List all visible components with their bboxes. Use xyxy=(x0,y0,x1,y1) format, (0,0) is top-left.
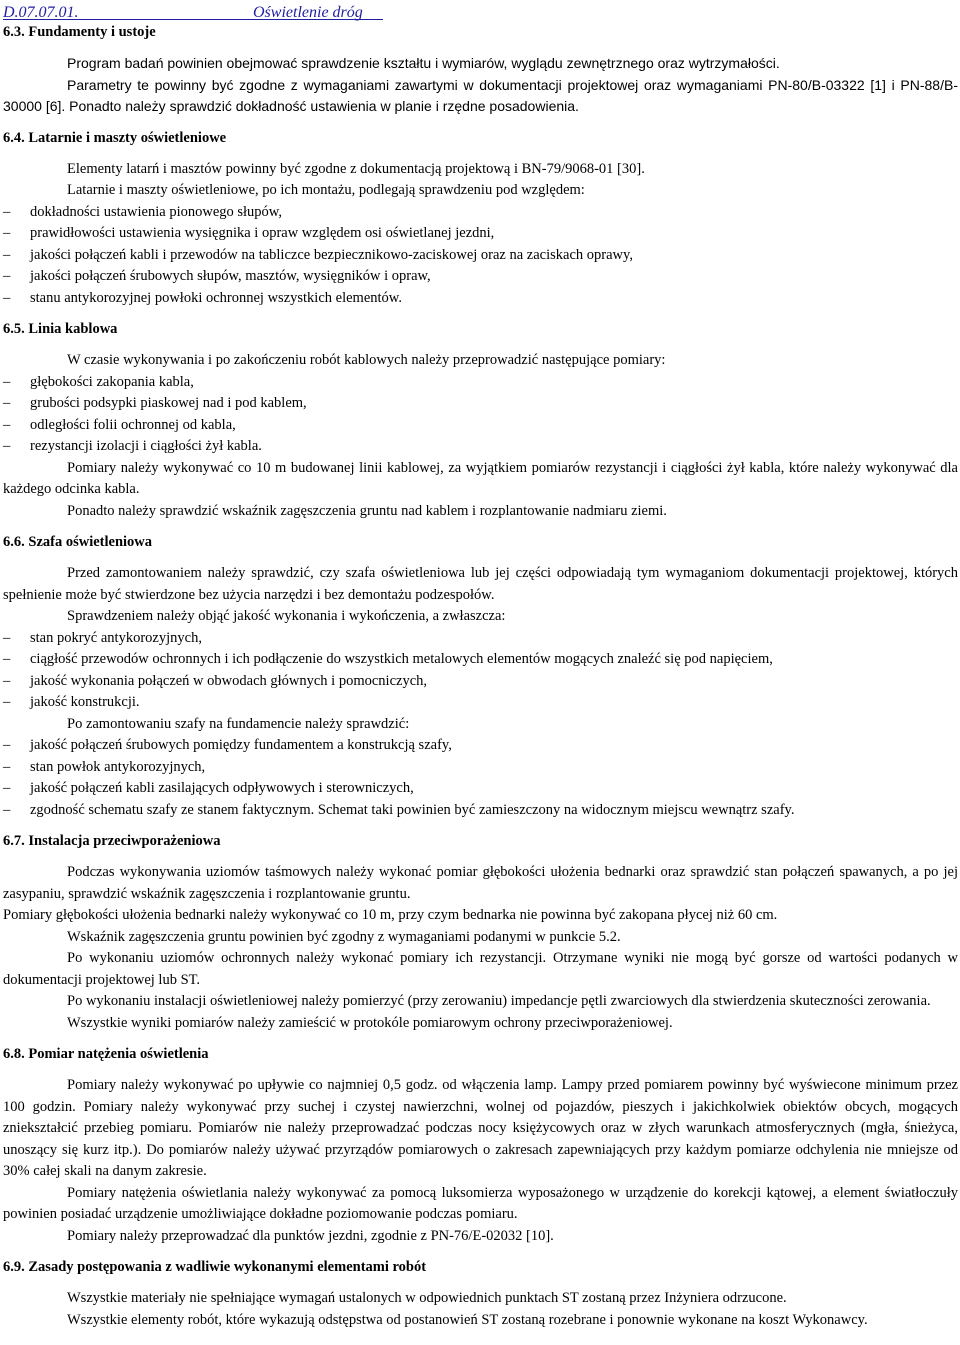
paragraph: Pomiary natężenia oświetlania należy wykonywać za pomocą luksomierza wyposażonego w urządzenie do korekcji kątowej, a element światłoczuły powinien posiadać urządzenie umożliwiające dokładne poziomowanie podczas pomiaru. xyxy=(3,1184,958,1222)
list-item: – stanu antykorozyjnej powłoki ochronnej wszystkich elementów. xyxy=(3,288,958,310)
paragraph: Ponadto należy sprawdzić wskaźnik zagęszczenia gruntu nad kablem i rozplantowanie nadmiaru ziemi. xyxy=(67,502,667,519)
paragraph: Pomiary należy przeprowadzać dla punktów jezdni, zgodnie z PN-76/E-02032 [10]. xyxy=(67,1227,554,1244)
paragraph: Pomiary głębokości ułożenia bednarki należy wykonywać co 10 m, przy czym bednarka nie powinna być zakopana płycej niż 60 cm. xyxy=(3,907,778,923)
section-heading-6-3: 6.3. Fundamenty i ustoje xyxy=(3,24,156,40)
paragraph: Po wykonaniu uziomów ochronnych należy wykonać pomiary ich rezystancji. Otrzymane wyniki nie mogą być gorsze od wartości podanych w dokumentacji projektowej lub ST. xyxy=(3,950,958,988)
section-heading-6-7: 6.7. Instalacja przeciwporażeniowa xyxy=(3,833,221,849)
header-rule xyxy=(3,19,383,20)
paragraph: Wszystkie elementy robót, które wykazują odstępstwa od postanowień ST zostaną rozebrane i ponownie wykonane na koszt Wykonawcy. xyxy=(67,1311,868,1328)
list-item: – jakość połączeń śrubowych pomiędzy fundamentem a konstrukcją szafy, xyxy=(3,735,958,757)
list-item: – ciągłość przewodów ochronnych i ich podłączenie do wszystkich metalowych elementów mogących znaleźć się pod napięciem, xyxy=(3,649,958,671)
paragraph: Elementy latarń i masztów powinny być zgodne z dokumentacją projektową i BN-79/9068-01 [30]. xyxy=(67,160,645,177)
section-heading-6-8: 6.8. Pomiar natężenia oświetlenia xyxy=(3,1046,209,1062)
paragraph: Wszystkie wyniki pomiarów należy zamieścić w protokóle pomiarowym ochrony przeciwporażeniowej. xyxy=(67,1014,673,1031)
list-item: – zgodność schematu szafy ze stanem faktycznym. Schemat taki powinien być zamieszczony na widocznym miejscu wewnątrz szafy. xyxy=(3,800,958,822)
list-item: – jakości połączeń śrubowych słupów, masztów, wysięgników i opraw, xyxy=(3,266,958,288)
list-item: – rezystancji izolacji i ciągłości żył kabla. xyxy=(3,436,958,458)
paragraph: Sprawdzeniem należy objąć jakość wykonania i wykończenia, a zwłaszcza: xyxy=(67,608,506,624)
section-heading-6-9: 6.9. Zasady postępowania z wadliwie wykonanymi elementami robót xyxy=(3,1259,427,1275)
check-list xyxy=(3,735,958,821)
list-item: – stan powłok antykorozyjnych, xyxy=(3,757,958,779)
paragraph: Po zamontowaniu szafy na fundamencie należy sprawdzić: xyxy=(67,715,410,732)
list-item: – jakość wykonania połączeń w obwodach głównych i pomocniczych, xyxy=(3,671,958,693)
paragraph: Program badań powinien obejmować sprawdzenie kształtu i wymiarów, wyglądu zewnętrznego oraz wytrzymałości. xyxy=(67,55,780,71)
doc-code: D.07.07.01. xyxy=(3,4,79,21)
paragraph: Po wykonaniu instalacji oświetleniowej należy pomierzyć (przy zerowaniu) impedancje pętli zwarciowych dla stwierdzenia skuteczności zerowania. xyxy=(67,993,931,1009)
section-heading-6-5: 6.5. Linia kablowa xyxy=(3,321,118,337)
list-item: – jakość połączeń kabli zasilających odpływowych i sterowniczych, xyxy=(3,778,958,800)
list-item: – jakości połączeń kabli i przewodów na tabliczce bezpiecznikowo-zaciskowej oraz na zaciskach oprawy, xyxy=(3,245,958,267)
paragraph: Pomiary należy wykonywać po upływie co najmniej 0,5 godz. od włączenia lamp. Lampy przed pomiarem powinny być wyświecone minimum przez 100 godzin. Pomiary należy wykonywać przy suchej i czystej nawierzchni, wolnej od pojazdów, pieszych i jakichkolwiek obiektów obcych, mogących zniekształcić przebieg pomiaru. Pomiarów nie należy przeprowadzać podczas nocy księżycowych oraz w złych warunkach atmosferycznych (mgła, śnieżyca, unoszący się kurz itp.). Do pomiarów należy używać przyrządów pomiarowych o zakresach zapewniających przy każdym pomiarze odchylenia nie mniejsze od 30% całej skali na danym zakresie. xyxy=(3,1077,958,1179)
list-item: – głębokości zakopania kabla, xyxy=(3,372,958,394)
page-header xyxy=(3,0,958,22)
list-item: – prawidłowości ustawienia wysięgnika i opraw względem osi oświetlanej jezdni, xyxy=(3,223,958,245)
paragraph: Parametry te powinny być zgodne z wymaganiami zawartymi w dokumentacji projektowej oraz wymaganiami PN-80/B-03322 [1] i PN-88/B-30000 [6]. Ponadto należy sprawdzić dokładność ustawienia w planie i rzędne posadowienia. xyxy=(3,76,958,114)
document-page xyxy=(3,0,958,1331)
paragraph: Podczas wykonywania uziomów taśmowych należy wykonać pomiar głębokości ułożenia bednarki oraz sprawdzić stan połączeń spawanych, a po jej zasypaniu, sprawdzić wskaźnik zagęszczenia i rozplantowanie gruntu. xyxy=(3,864,958,902)
check-list xyxy=(3,628,958,714)
section-heading-6-4: 6.4. Latarnie i maszty oświetleniowe xyxy=(3,129,227,146)
paragraph: Przed zamontowaniem należy sprawdzić, czy szafa oświetleniowa lub jej części odpowiadają tym wymaganiom dokumentacji projektowej, których spełnienie może być stwierdzone bez użycia narzędzi i bez demontażu podzespołów. xyxy=(3,565,958,603)
list-item: – dokładności ustawienia pionowego słupów, xyxy=(3,202,958,224)
section-heading-6-6: 6.6. Szafa oświetleniowa xyxy=(3,534,153,550)
list-item: – stan pokryć antykorozyjnych, xyxy=(3,628,958,650)
list-item: – odległości folii ochronnej od kabla, xyxy=(3,415,958,437)
measurement-list xyxy=(3,372,958,458)
doc-title: Oświetlenie dróg xyxy=(253,4,363,21)
check-list xyxy=(3,202,958,310)
list-item: – grubości podsypki piaskowej nad i pod kablem, xyxy=(3,393,958,415)
paragraph: Wskaźnik zagęszczenia gruntu powinien być zgodny z wymaganiami podanymi w punkcie 5.2. xyxy=(67,928,621,945)
list-item: – jakość konstrukcji. xyxy=(3,692,958,714)
paragraph: Latarnie i maszty oświetleniowe, po ich montażu, podlegają sprawdzeniu pod względem: xyxy=(67,182,585,198)
paragraph: Pomiary należy wykonywać co 10 m budowanej linii kablowej, za wyjątkiem pomiarów rezystancji i ciągłości żył kabla, które należy wykonywać dla każdego odcinka kabla. xyxy=(3,459,958,497)
paragraph: Wszystkie materiały nie spełniające wymagań ustalonych w odpowiednich punktach ST zostaną przez Inżyniera odrzucone. xyxy=(67,1290,787,1306)
paragraph: W czasie wykonywania i po zakończeniu robót kablowych należy przeprowadzić następujące pomiary: xyxy=(67,352,666,368)
